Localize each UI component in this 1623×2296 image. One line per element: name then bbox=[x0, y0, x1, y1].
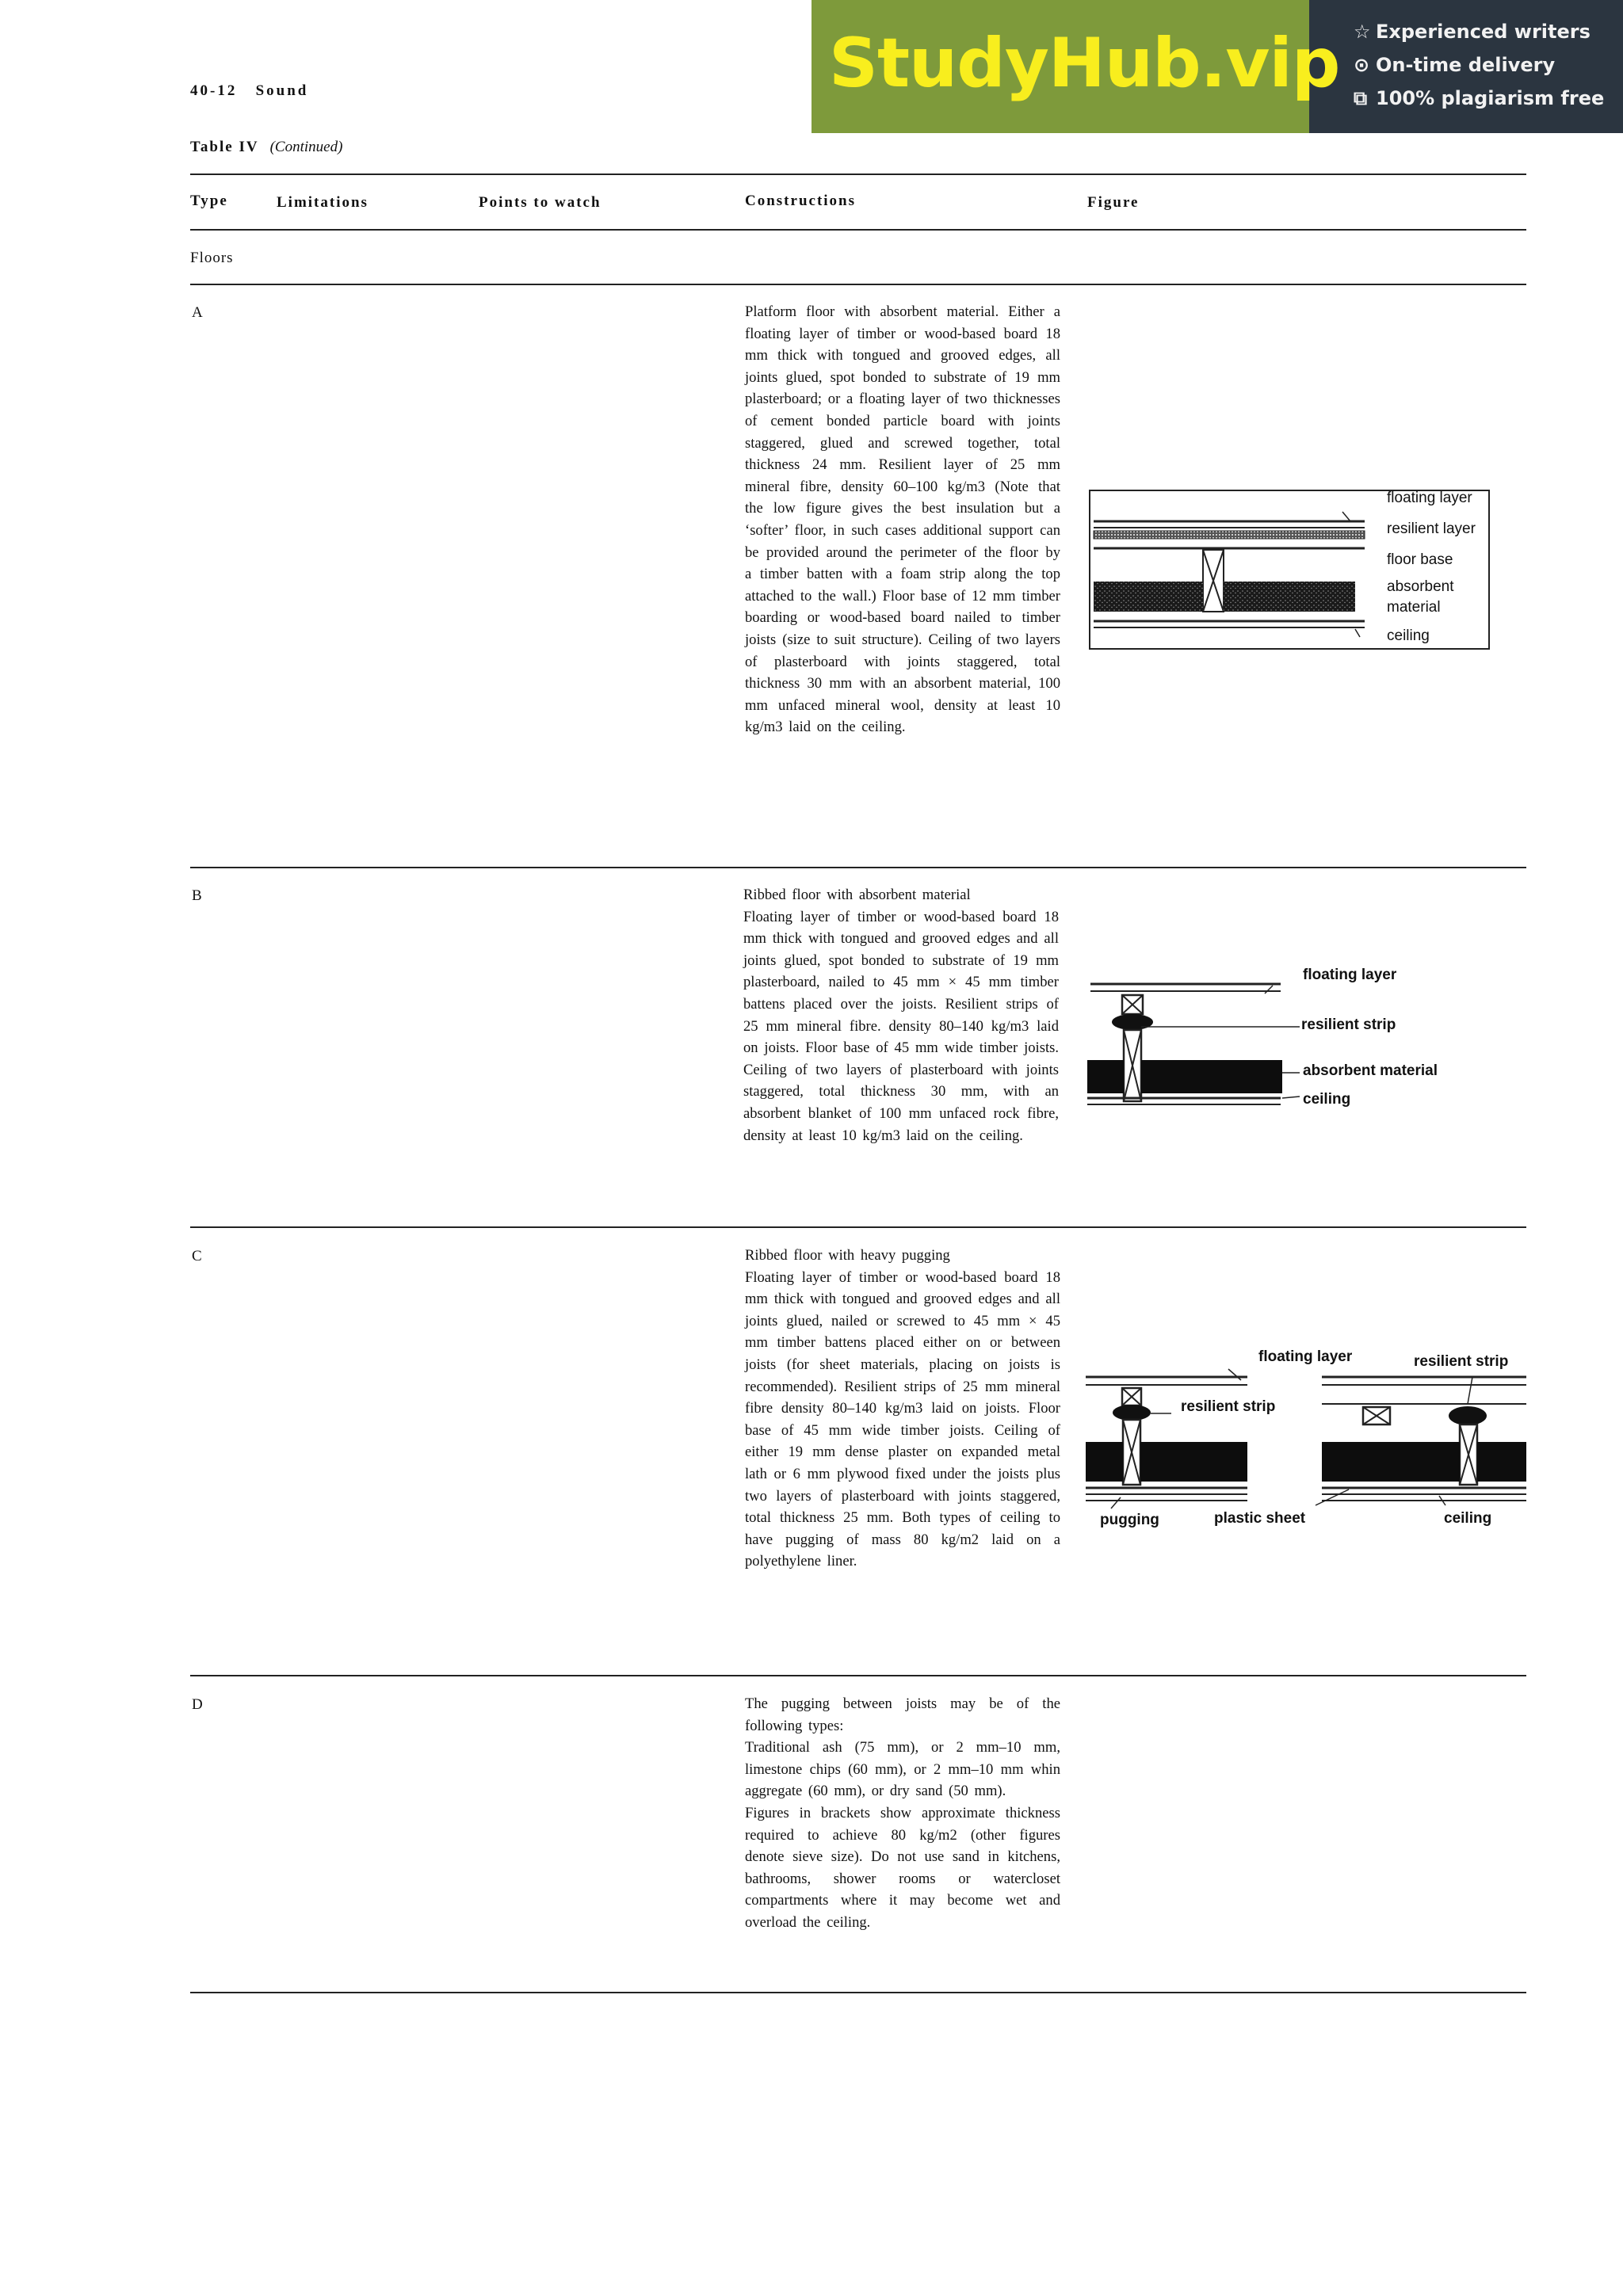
construction-b-title: Ribbed floor with absorbent material bbox=[743, 887, 971, 903]
construction-d-note: Figures in brackets show approximate thickness required to achieve 80 kg/m2 (other figures denote sieve size). Do not use sand in kitchens, bathrooms, shower rooms or watercloset compartments where it may become wet and overload the ceiling. bbox=[745, 1804, 1060, 1931]
figure-c-label-resilient-strip-right: resilient strip bbox=[1414, 1353, 1509, 1370]
table-note: (Continued) bbox=[269, 139, 343, 155]
construction-c bbox=[745, 1245, 1060, 1573]
col-header-points-to-watch: Points to watch bbox=[479, 194, 601, 211]
figure-c bbox=[1084, 1356, 1528, 1515]
figure-a-label-ceiling: ceiling bbox=[1387, 627, 1430, 644]
section-bottom-rule bbox=[190, 284, 1526, 285]
construction-a bbox=[745, 301, 1060, 738]
perk-experienced-writers: ☆ Experienced writers bbox=[1354, 21, 1591, 43]
figure-a bbox=[1089, 490, 1490, 650]
construction-a-text: Platform floor with absorbent material. Either a floating layer of timber or wood-based board 18 mm thick with tongued and grooved edges, all joints glued, spot bonded to substrate of 19 mm plasterboard; or a floating layer of two thicknesses of cement bonded particle board with joints staggered, glued and screwed together, total thickness 24 mm. Resilient layer of 25 mm mineral fibre, density 60–100 kg/m3 (Note that the low figure gives the best insulation but a ‘softer’ floor, in such cases additional support can be provided around the perimeter of the floor by a timber batten with a foam strip along the top attached to the wall.) Floor base of 12 mm timber boarding or wood-based board nailed to timber joists (size to suit structure). Ceiling of two layers of plasterboard with joints staggered, total thickness 30 mm with an absorbent material, 100 mm unfaced mineral wool, density at least 10 kg/m3 laid on the ceiling. bbox=[745, 303, 1060, 736]
copy-icon: ⧉ bbox=[1354, 87, 1368, 109]
figure-a-label-resilient-layer: resilient layer bbox=[1387, 521, 1476, 537]
figure-a-label-absorbent: absorbent bbox=[1387, 578, 1454, 595]
figure-c-label-ceiling: ceiling bbox=[1444, 1510, 1492, 1527]
figure-b-label-absorbent-material: absorbent material bbox=[1303, 1062, 1438, 1079]
figure-c-label-floating-layer: floating layer bbox=[1258, 1348, 1353, 1365]
figure-c-label-resilient-strip-left: resilient strip bbox=[1181, 1398, 1276, 1415]
table-label: Table IV bbox=[190, 139, 259, 155]
row-type-b: B bbox=[192, 887, 202, 904]
table-top-rule bbox=[190, 174, 1526, 175]
construction-c-title: Ribbed floor with heavy pugging bbox=[745, 1247, 950, 1264]
perk-on-time-delivery: ⊙ On-time delivery bbox=[1354, 54, 1556, 76]
figure-b-label-resilient-strip: resilient strip bbox=[1301, 1016, 1396, 1033]
header-bottom-rule bbox=[190, 229, 1526, 231]
brand-logo[interactable]: StudyHub.vip bbox=[829, 24, 1340, 103]
figure-a-label-floor-base: floor base bbox=[1387, 551, 1453, 568]
construction-d-intro: The pugging between joists may be of the following types: bbox=[745, 1695, 1060, 1734]
col-header-figure: Figure bbox=[1087, 194, 1140, 211]
col-header-limitations: Limitations bbox=[277, 194, 369, 211]
star-icon: ☆ bbox=[1354, 21, 1371, 43]
clock-icon: ⊙ bbox=[1354, 54, 1370, 76]
section-label-floors: Floors bbox=[190, 250, 234, 266]
table-title bbox=[190, 139, 342, 156]
figure-c-label-pugging: pugging bbox=[1100, 1512, 1159, 1528]
construction-d bbox=[745, 1693, 1060, 1934]
col-header-constructions: Constructions bbox=[745, 193, 857, 209]
figure-a-label-material: material bbox=[1387, 599, 1441, 616]
page-header: 40-12 Sound bbox=[190, 82, 309, 99]
row-type-c: C bbox=[192, 1248, 202, 1264]
table-bottom-rule bbox=[190, 1992, 1526, 1993]
figure-c-label-plastic-sheet: plastic sheet bbox=[1214, 1510, 1306, 1527]
row-c-bottom-rule bbox=[190, 1675, 1526, 1676]
construction-b bbox=[743, 884, 1059, 1146]
row-type-a: A bbox=[192, 304, 203, 321]
figure-b-label-floating-layer: floating layer bbox=[1303, 967, 1397, 983]
figure-a-label-floating-layer: floating layer bbox=[1387, 490, 1472, 506]
construction-c-text: Floating layer of timber or wood-based board 18 mm thick with tongued and grooved edges and all joints glued, nailed or screwed to 45 mm × 45 mm timber battens placed either on or between joists (for sheet materials, placing on joists is recommended). Resilient strips of 25 mm mineral fibre density 80–140 kg/m3 laid on joists. Floor base of 45 mm wide timber joists. Ceiling of either 19 mm dense plaster on expanded metal lath or 6 mm plywood fixed under the joists plus two layers of plasterboard with joints staggered, total thickness 25 mm. Both types of ceiling to have pugging of mass 80 kg/m2 laid on a polyethylene liner. bbox=[745, 1268, 1060, 1570]
row-type-d: D bbox=[192, 1696, 203, 1713]
construction-d-types: Traditional ash (75 mm), or 2 mm–10 mm, limestone chips (60 mm), or 2 mm–10 mm whin aggregate (60 mm), or dry sand (50 mm). bbox=[745, 1739, 1060, 1800]
col-header-type: Type bbox=[190, 193, 228, 209]
row-b-bottom-rule bbox=[190, 1226, 1526, 1228]
perk-plagiarism-free: ⧉ 100% plagiarism free bbox=[1354, 87, 1605, 109]
row-a-bottom-rule bbox=[190, 867, 1526, 868]
figure-b-label-ceiling: ceiling bbox=[1303, 1091, 1351, 1108]
construction-b-text: Floating layer of timber or wood-based board 18 mm thick with tongued and grooved edges and all joints glued, spot bonded to substrate of 19 mm plasterboard, nailed to 45 mm × 45 mm timber battens placed over the joists. Resilient strips of 25 mm mineral fibre. density 80–140 kg/m3 laid on joists. Floor base of 45 mm wide timber joists. Ceiling of two layers of plasterboard with joints staggered, total thickness 30 mm, with an absorbent blanket of 100 mm unfaced rock fibre, density at least 10 kg/m3 laid on the ceiling. bbox=[743, 908, 1059, 1144]
